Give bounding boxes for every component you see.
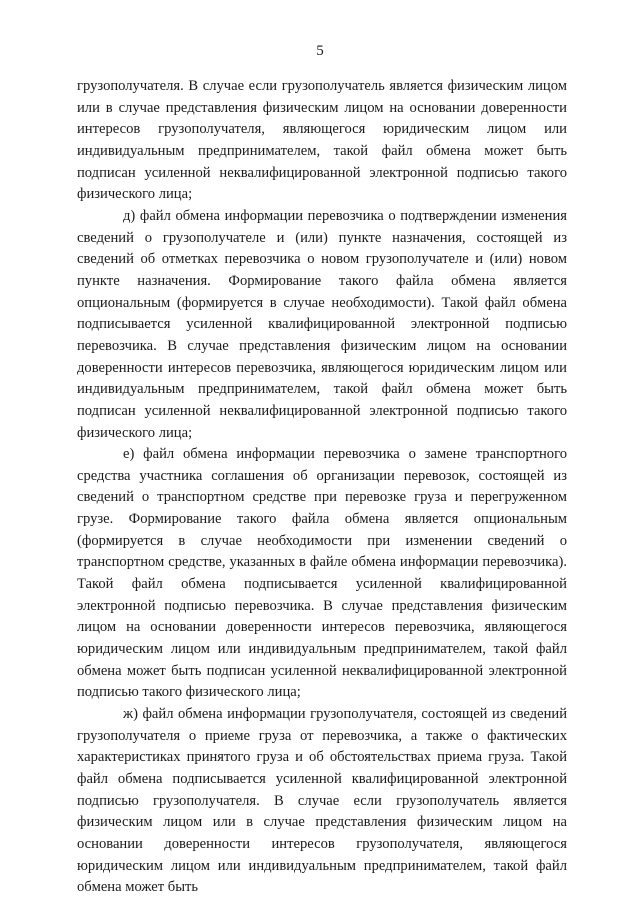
page-number: 5 [316,43,324,59]
paragraph-item-d: д) файл обмена информации перевозчика о подтверждении изменения сведений о грузополучателе и (или) пункте назначения, состоящей из сведений об отметках перевозчика о новом грузополучателе и (или) новом пункте назначения. Формирование такого файла обмена является опциональным (формируется в случае необходимости). Такой файл обмена подписывается усиленной квалифицированной электронной подписью перевозчика. В случае представления физическим лицом на основании доверенности интересов перевозчика, являющегося юридическим лицом или индивидуальным предпринимателем, такой файл обмена может быть подписан усиленной неквалифицированной электронной подписью такого физического лица; [77,207,567,441]
paragraph-continuation: грузополучателя. В случае если грузополучатель является физическим лицом или в случае представления физическим лицом на основании доверенности интересов грузополучателя, являющегося юридическим лицом или индивидуальным предпринимателем, такой файл обмена может быть подписан усиленной неквалифицированной электронной подписью такого физического лица; [77,78,567,203]
document-body [77,76,567,899]
paragraph-item-e: е) файл обмена информации перевозчика о замене транспортного средства участника соглашения об организации перевозок, состоящей из сведений о транспортном средстве при перевозке груза и перегруженном грузе. Формирование такого файла обмена является опциональным (формируется в случае необходимости при изменении сведений о транспортном средстве, указанных в файле обмена информации перевозчика). Такой файл обмена подписывается усиленной квалифицированной электронной подписью перевозчика. В случае представления физическим лицом на основании доверенности интересов перевозчика, являющегося юридическим лицом или индивидуальным предпринимателем, такой файл обмена может быть подписан усиленной неквалифицированной электронной подписью такого физического лица; [77,446,567,701]
paragraph-item-zh: ж) файл обмена информации грузополучателя, состоящей из сведений грузополучателя о приеме груза от перевозчика, а также о фактических характеристиках принятого груза и об обстоятельствах приема груза. Такой файл обмена подписывается усиленной квалифицированной электронной подписью грузополучателя. В случае если грузополучатель является физическим лицом или в случае представления физическим лицом на основании доверенности интересов грузополучателя, являющегося юридическим лицом или индивидуальным предпринимателем, такой файл обмена может быть [77,706,567,896]
